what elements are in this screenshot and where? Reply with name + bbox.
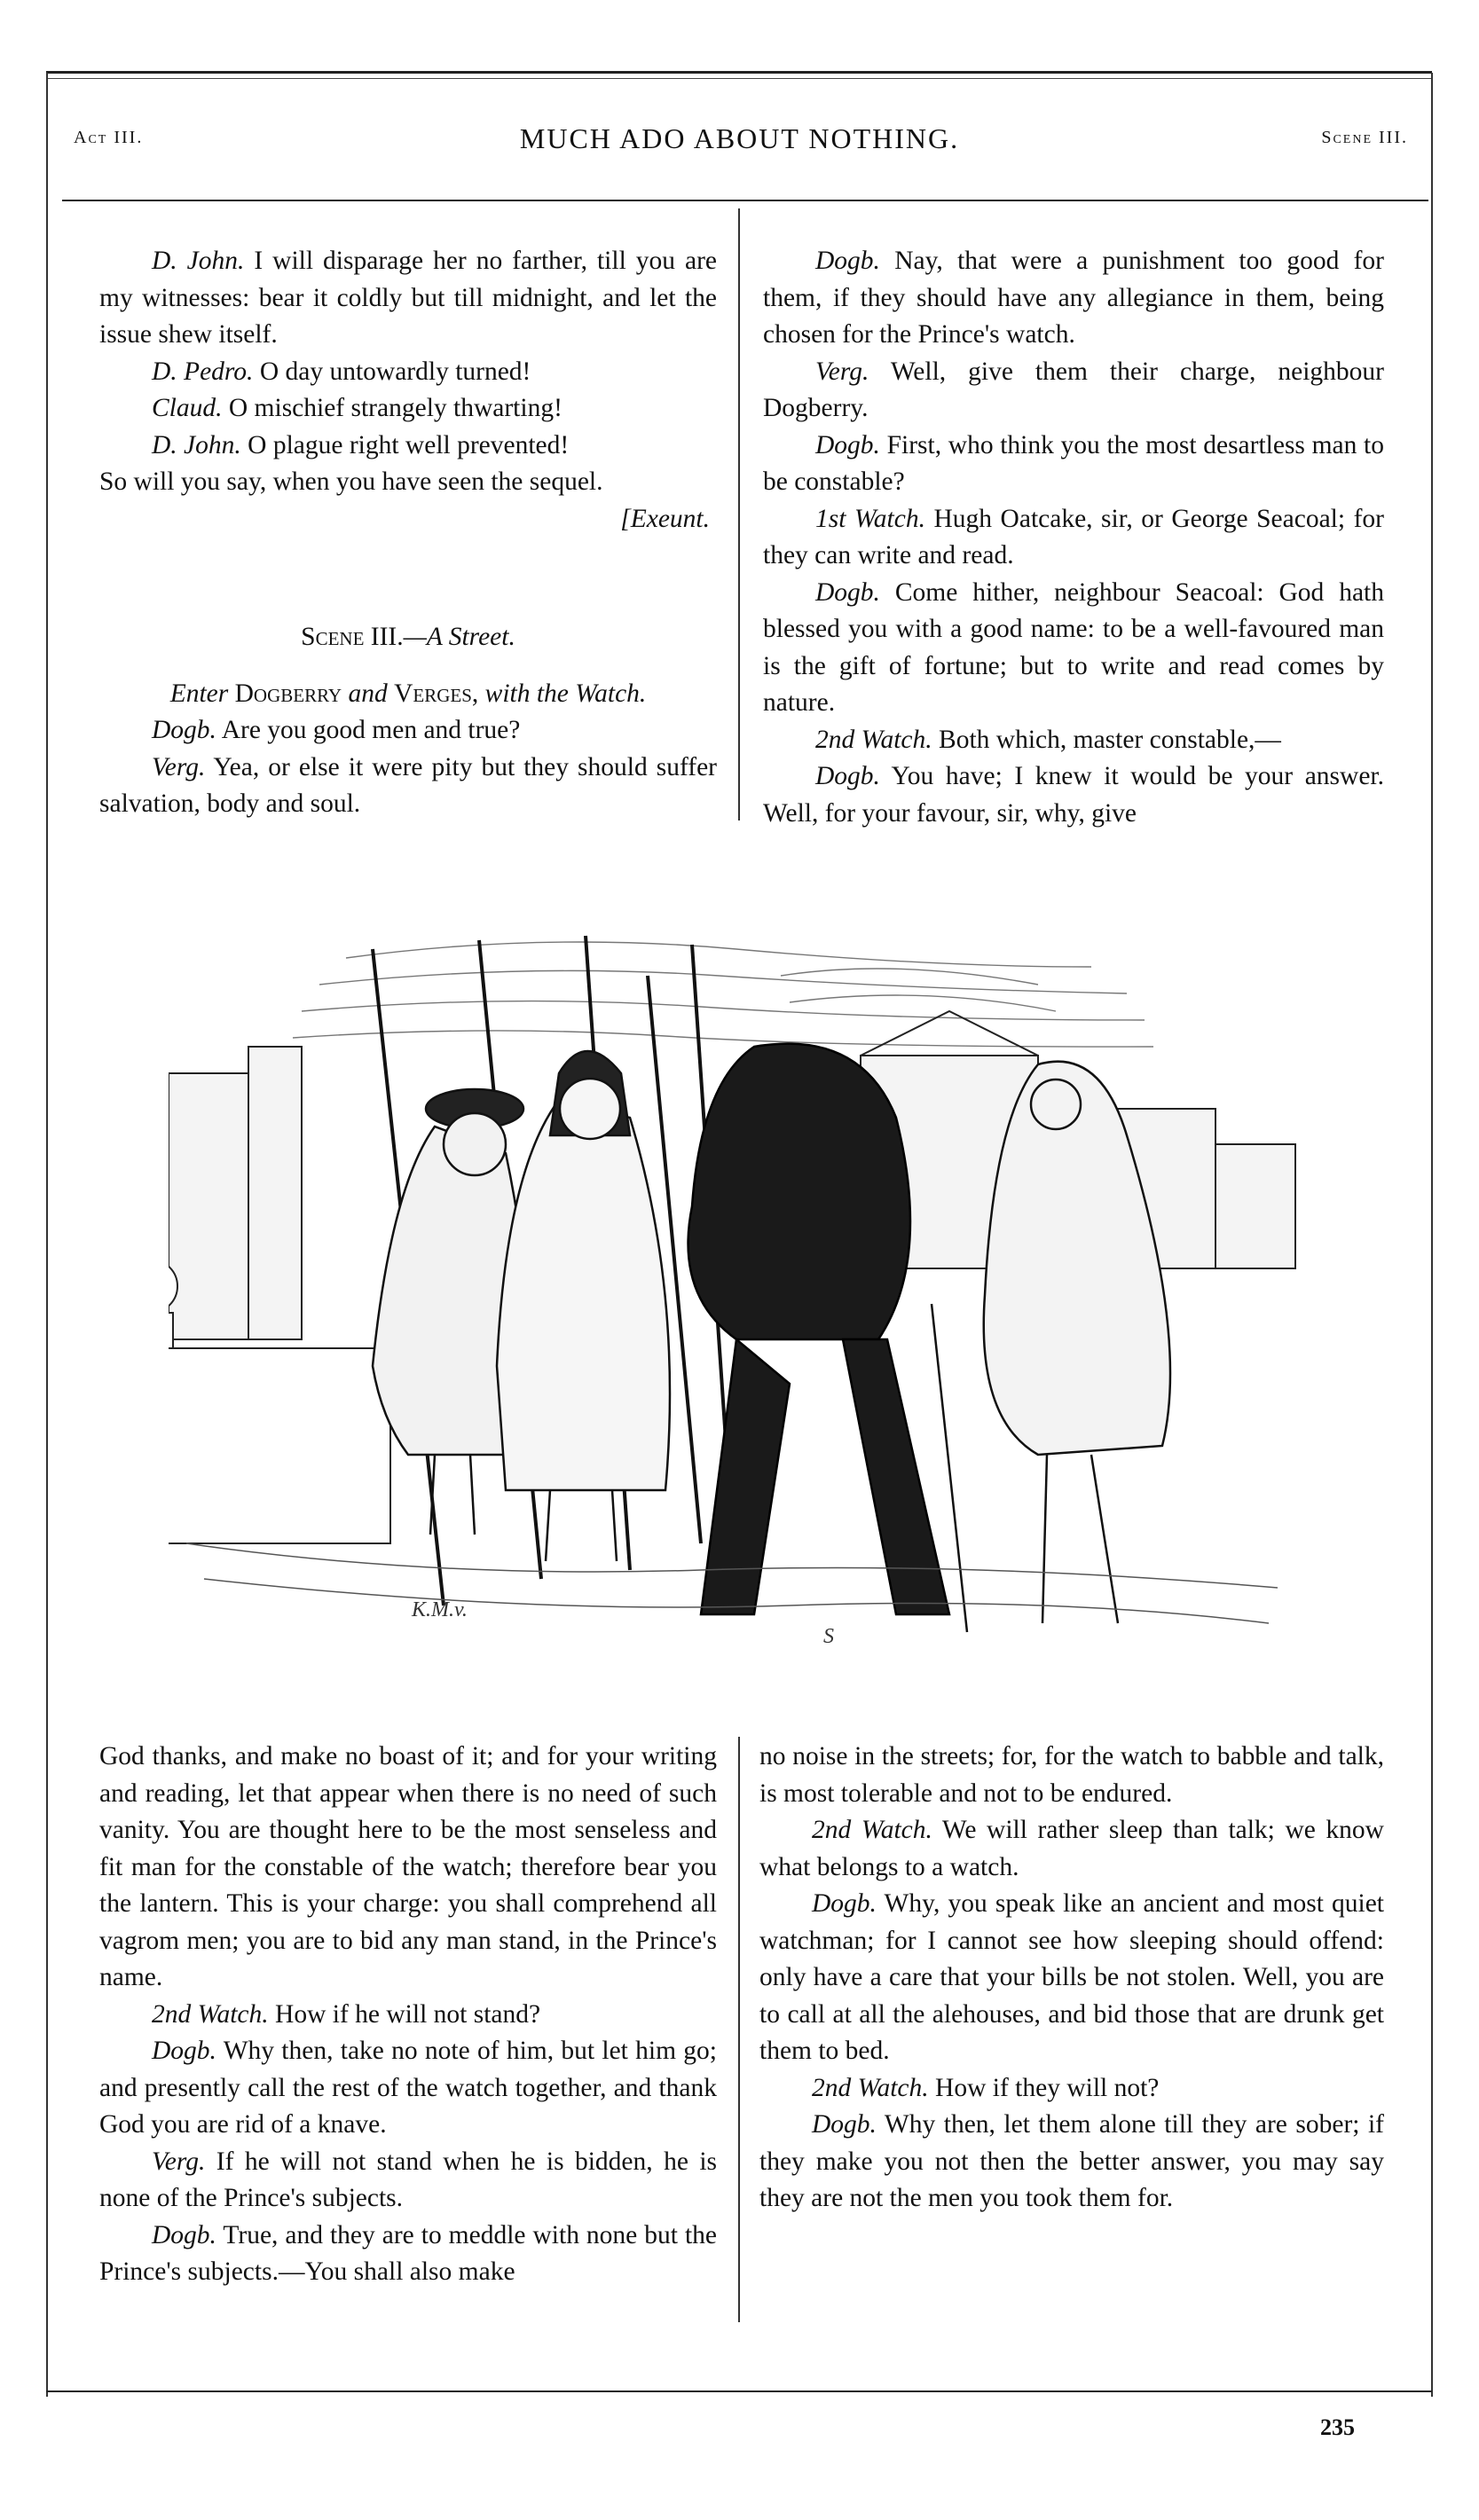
engraver-signature-right: S	[823, 1625, 834, 1648]
speech-text: Hugh Oatcake, sir, or George Seacoal; for they can write and read.	[763, 504, 1384, 569]
speech	[763, 354, 1384, 428]
speech-text: Why then, let them alone till they are sober; if they make you not then the better answer, you may say they are not the men you took them for.	[759, 2110, 1385, 2212]
speech	[759, 1812, 1384, 1886]
speaker: 1st Watch.	[815, 504, 925, 533]
speech-text: Nay, that were a punishment too good for them, if they should have any allegiance in them, being chosen for the Prince's watch.	[763, 247, 1384, 349]
spacer	[99, 538, 717, 619]
speech	[759, 2070, 1384, 2108]
speech-text: How if they will not?	[935, 2073, 1160, 2102]
speech-text: Why then, take no note of him, but let him go; and presently call the rest of the watch together, and thank God you are rid of a knave.	[99, 2037, 717, 2139]
text-column-lower-right	[759, 1739, 1384, 2218]
speaker: Dogb.	[815, 762, 880, 790]
speech	[99, 712, 717, 750]
watchman-center	[497, 1051, 670, 1561]
speech-text: We will rather sleep than talk; we know what belongs to a watch.	[759, 1816, 1384, 1881]
scene-heading	[99, 619, 717, 656]
speaker: Claud.	[152, 394, 223, 422]
speech	[99, 1997, 717, 2034]
speech	[763, 428, 1384, 501]
speaker: Dogb.	[815, 247, 880, 275]
speaker: D. John.	[152, 247, 245, 275]
speech-text: O day untowardly turned!	[259, 357, 531, 386]
speech-text: Come hither, neighbour Seacoal: God hath blessed you with a good name: to be a well-favoured man is the gift of fortune; but to write and read comes by nature.	[763, 577, 1385, 717]
speech-continuation: no noise in the streets; for, for the watch to babble and talk, is most tolerable and not to be endured.	[759, 1742, 1384, 1808]
speaker: Dogb.	[152, 716, 216, 744]
spacer	[99, 656, 717, 676]
speaker: 2nd Watch.	[815, 725, 932, 754]
speech-continuation: God thanks, and make no boast of it; and for your writing and reading, let that appear when there is no need of such vanity. You are thought here to be the most senseless and fit man for the constable of the watch; therefore bear you the lantern. This is your charge: you shall comprehend all vagrom men; you are to bid any man stand, in the Prince's name.	[99, 1742, 717, 1991]
speaker: Dogb.	[812, 2110, 877, 2139]
speech	[759, 1886, 1384, 2070]
speech	[99, 243, 717, 354]
speech-text: Well, give them their charge, neighbour Dogberry.	[763, 357, 1384, 422]
speech-text: O mischief strangely thwarting!	[228, 394, 562, 422]
speaker: Verg.	[815, 357, 869, 386]
speaker: D. John.	[152, 430, 241, 459]
header-scene: Scene III.	[1321, 128, 1408, 147]
speech-text: Why, you speak like an ancient and most quiet watchman; for I cannot see how sleeping should offend: only have a care that your bills be not stolen. Well, you are to call at all the alehouses, and bid those that are drunk get them to bed.	[759, 1889, 1384, 2065]
speech	[759, 2107, 1384, 2218]
speech-text: If he will not stand when he is bidden, he is none of the Prince's subjects.	[99, 2147, 718, 2212]
speech	[99, 2218, 717, 2291]
page-border-top	[46, 71, 1432, 74]
text-column-upper-right	[763, 243, 1384, 832]
text-column-lower-left	[99, 1739, 717, 2291]
speech-text: You have; I knew it would be your answer. Well, for your favour, sir, why, give	[763, 762, 1384, 828]
speech-text: True, and they are to meddle with none but the Prince's subjects.—You shall also make	[99, 2220, 717, 2286]
speaker: Verg.	[152, 752, 206, 781]
column-divider-bottom	[738, 1737, 740, 2322]
scene-place: —A Street.	[403, 623, 515, 651]
speaker: Dogb.	[815, 577, 880, 607]
page-border-top-inner	[46, 78, 1432, 79]
speech-text: How if he will not stand?	[275, 1999, 541, 2029]
character-name: Dogberry	[234, 679, 342, 708]
header-title: MUCH ADO ABOUT NOTHING.	[519, 122, 960, 154]
direction-word: Enter	[169, 679, 229, 708]
speech-text: Both which, master constable,—	[939, 725, 1281, 754]
page-border-bottom	[46, 2390, 1432, 2392]
direction-word: and	[348, 679, 388, 708]
artist-signature-left: K.M.v.	[412, 1598, 468, 1621]
speech	[763, 501, 1384, 575]
speaker: Verg.	[152, 2147, 206, 2176]
direction-word: with the Watch.	[484, 679, 647, 708]
speech	[99, 390, 717, 428]
scene-number: Scene III.	[301, 623, 404, 651]
speaker: Dogb.	[152, 2220, 216, 2249]
character-name: Verges,	[394, 679, 479, 708]
column-divider-top	[738, 208, 740, 820]
speaker: 2nd Watch.	[812, 2073, 929, 2102]
speech-text: O plague right well prevented!	[248, 430, 570, 459]
stage-direction-enter	[99, 676, 717, 713]
page-border-right	[1431, 73, 1433, 2397]
speech	[99, 354, 717, 391]
speaker: Dogb.	[152, 2037, 216, 2065]
speech-text: Yea, or else it were pity but they should suffer salvation, body and soul.	[99, 752, 718, 818]
engraving-illustration	[169, 922, 1313, 1668]
speaker: D. Pedro.	[152, 357, 254, 386]
stage-direction-exeunt: [Exeunt.	[620, 504, 710, 533]
sky-hatching	[293, 942, 1153, 1047]
speaker: 2nd Watch.	[812, 1816, 932, 1844]
page-number: 235	[1320, 2414, 1355, 2440]
page-border-left	[46, 73, 48, 2397]
speech	[763, 243, 1384, 354]
speech-continuation: So will you say, when you have seen the sequel.	[99, 467, 603, 496]
speaker: 2nd Watch.	[152, 1999, 269, 2029]
speaker: Dogb.	[812, 1889, 877, 1918]
speech-text: First, who think you the most desartless man to be constable?	[763, 430, 1384, 496]
speech-text: I will disparage her no farther, till you are my witnesses: bear it coldly but till midnight, and let the issue shew itself.	[99, 247, 717, 349]
speech	[763, 722, 1384, 759]
speech	[99, 2033, 717, 2144]
speech	[99, 428, 717, 465]
header-act: Act III.	[74, 128, 144, 147]
text-column-upper-left	[99, 243, 717, 823]
speaker: Dogb.	[815, 430, 880, 459]
speech-text: Are you good men and true?	[221, 716, 521, 744]
speech	[99, 750, 717, 823]
speech	[763, 575, 1384, 722]
speech	[763, 758, 1384, 832]
speech	[99, 2144, 717, 2218]
header-rule	[62, 200, 1428, 201]
